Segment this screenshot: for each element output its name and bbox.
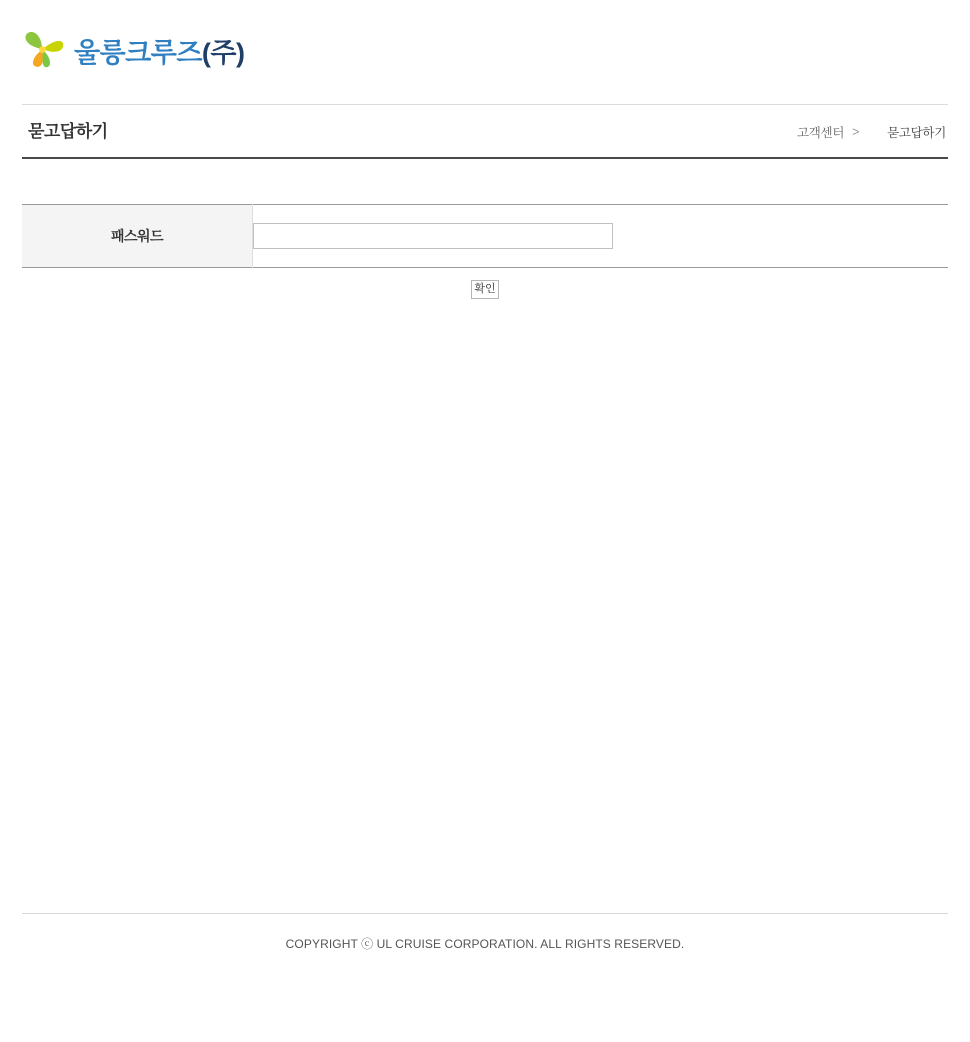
pinwheel-flower-logo-icon [22, 28, 64, 72]
form-actions [22, 268, 948, 299]
copyright-text: COPYRIGHT ⓒ UL CRUISE CORPORATION. ALL RIGHTS RESERVED. [285, 937, 685, 951]
password-field-cell [253, 205, 949, 268]
breadcrumb-current: 묻고답하기 [887, 126, 946, 140]
breadcrumb-parent[interactable]: 고객센터 [797, 126, 845, 140]
main-content [22, 159, 948, 299]
page-title: 묻고답하기 [28, 122, 108, 141]
password-form-table [22, 204, 948, 268]
breadcrumb-separator-icon: > [852, 125, 860, 139]
page-titlebar [22, 104, 948, 159]
logo-text [74, 31, 245, 70]
submit-button[interactable]: 확인 [471, 280, 499, 299]
site-footer [22, 913, 948, 952]
logo-text-suffix: (주) [201, 37, 245, 68]
password-input[interactable] [253, 223, 613, 249]
table-row [22, 205, 948, 268]
site-header [0, 0, 970, 104]
password-label: 패스워드 [22, 205, 253, 268]
breadcrumb [797, 123, 946, 141]
logo-text-main: 울릉크루즈 [74, 37, 202, 68]
site-logo[interactable] [22, 28, 245, 72]
